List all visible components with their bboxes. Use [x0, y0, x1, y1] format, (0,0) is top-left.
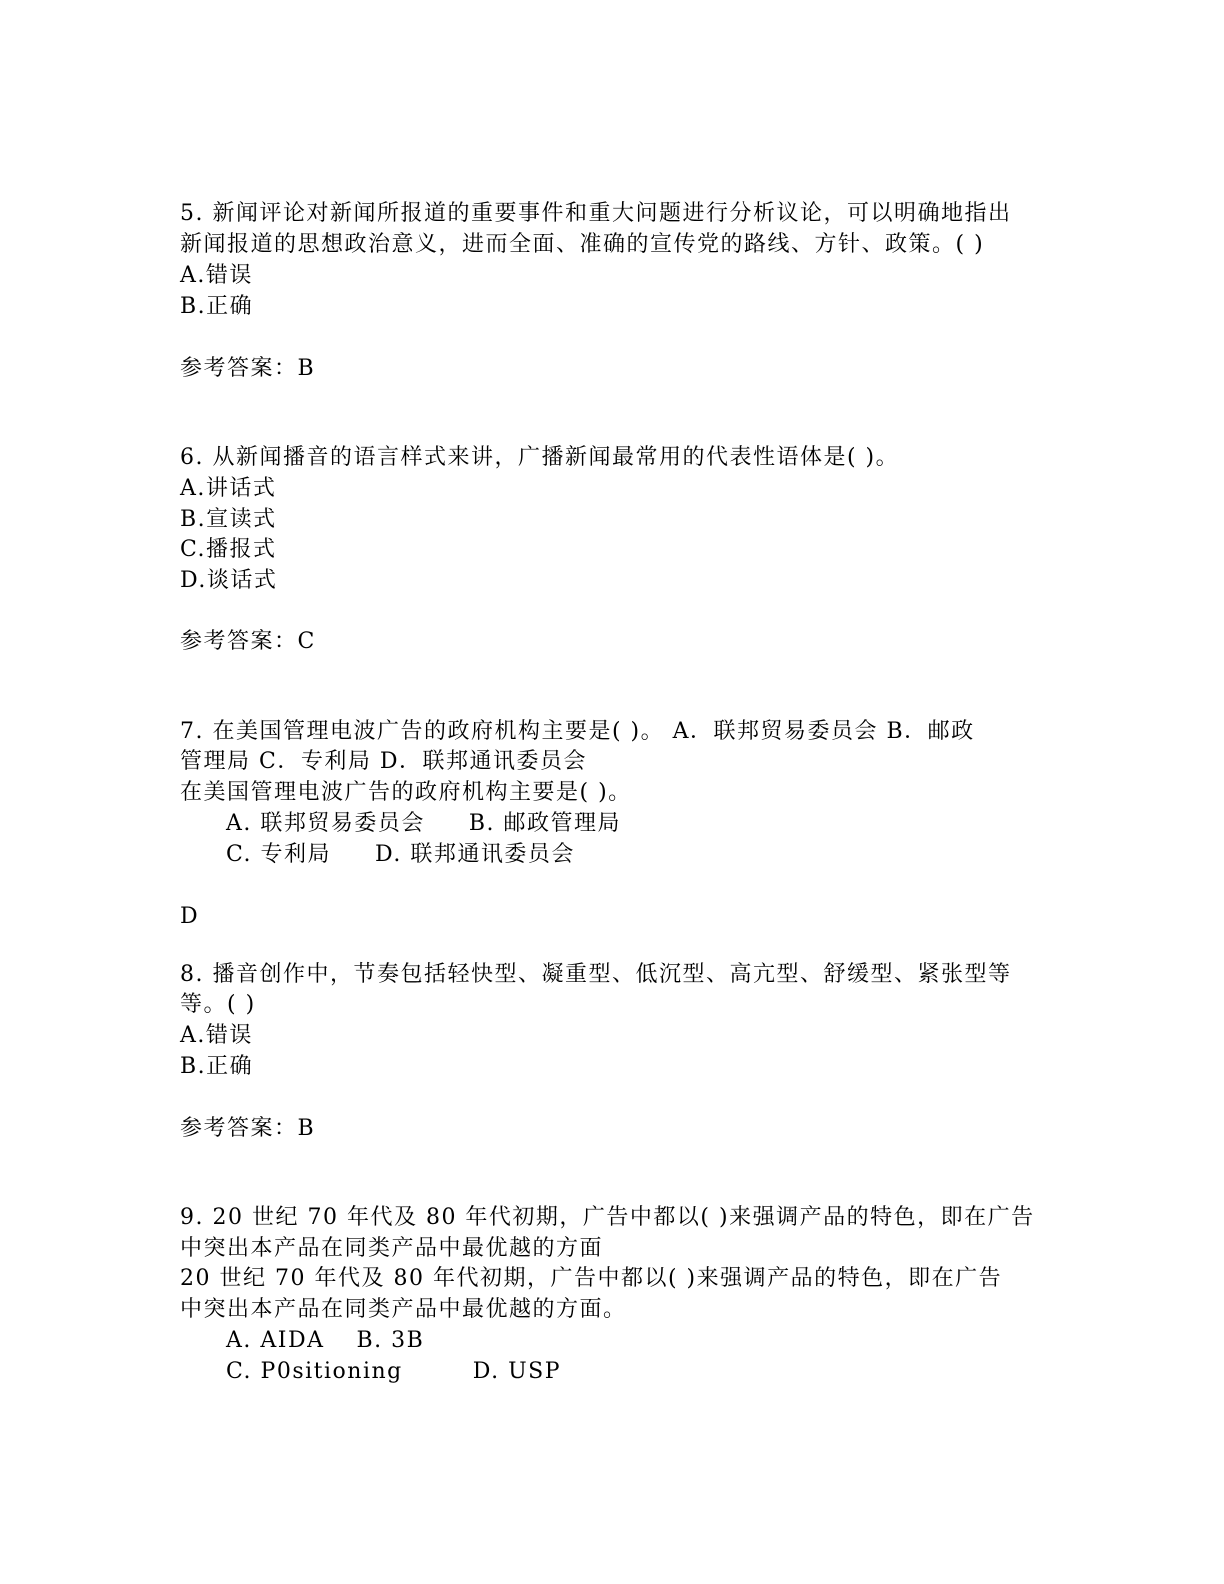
- q7-option-b: B. 邮政管理局: [468, 811, 622, 836]
- q5-option-b: B.正确: [180, 294, 254, 319]
- q8-stem-line-1: 8. 播音创作中，节奏包括轻快型、凝重型、低沉型、高亢型、舒缓型、紧张型等: [180, 962, 1012, 987]
- q8-option-a: A.错误: [180, 1023, 253, 1048]
- q5-answer: 参考答案：B: [180, 356, 316, 381]
- q9-option-d: D. USP: [472, 1359, 562, 1384]
- q5-option-a: A.错误: [180, 263, 253, 288]
- q8-stem-line-2: 等。( ): [180, 992, 256, 1017]
- q5-stem-line-2: 新闻报道的思想政治意义，进而全面、准确的宣传党的路线、方针、政策。( ): [180, 232, 985, 257]
- q7-option-c: C. 专利局: [226, 842, 332, 867]
- q6-option-a: A.讲话式: [180, 476, 277, 501]
- q7-options-row-2: [226, 840, 575, 870]
- q7-option-d: D. 联邦通讯委员会: [375, 842, 575, 867]
- q5-stem-line-1: 5. 新闻评论对新闻所报道的重要事件和重大问题进行分析议论，可以明确地指出: [180, 201, 1012, 226]
- q6-answer: 参考答案：C: [180, 629, 316, 654]
- q8-answer: 参考答案：B: [180, 1116, 316, 1141]
- q9-stem-line-1: 9. 20 世纪 70 年代及 80 年代初期，广告中都以( )来强调产品的特色，即在广告: [180, 1205, 1035, 1230]
- q9-stem-line-4: 中突出本产品在同类产品中最优越的方面。: [180, 1297, 627, 1322]
- q7-stem-line-3: 在美国管理电波广告的政府机构主要是( )。: [180, 780, 632, 805]
- q6-option-c: C.播报式: [180, 537, 277, 562]
- q9-stem-line-3: 20 世纪 70 年代及 80 年代初期，广告中都以( )来强调产品的特色，即在广告: [180, 1266, 1003, 1291]
- q7-answer: D: [180, 904, 200, 929]
- q9-option-b: B. 3B: [356, 1328, 425, 1353]
- q9-options-row-2: [226, 1357, 561, 1387]
- q6-stem-line-1: 6. 从新闻播音的语言样式来讲，广播新闻最常用的代表性语体是( )。: [180, 445, 900, 470]
- q7-stem-line-2: 管理局 C．专利局 D．联邦通讯委员会: [180, 749, 587, 774]
- q9-option-c: C. P0sitioning: [226, 1359, 403, 1384]
- q7-stem-line-1: 7. 在美国管理电波广告的政府机构主要是( )。 A．联邦贸易委员会 B．邮政: [180, 719, 975, 744]
- q9-options-row-1: [226, 1326, 424, 1356]
- q8-option-b: B.正确: [180, 1054, 254, 1079]
- q6-option-b: B.宣读式: [180, 507, 277, 532]
- q7-option-a: A. 联邦贸易委员会: [226, 811, 425, 836]
- q6-option-d: D.谈话式: [180, 568, 278, 593]
- q9-stem-line-2: 中突出本产品在同类产品中最优越的方面: [180, 1236, 604, 1261]
- q7-options-row-1: [226, 809, 621, 839]
- q9-option-a: A. AIDA: [226, 1328, 325, 1353]
